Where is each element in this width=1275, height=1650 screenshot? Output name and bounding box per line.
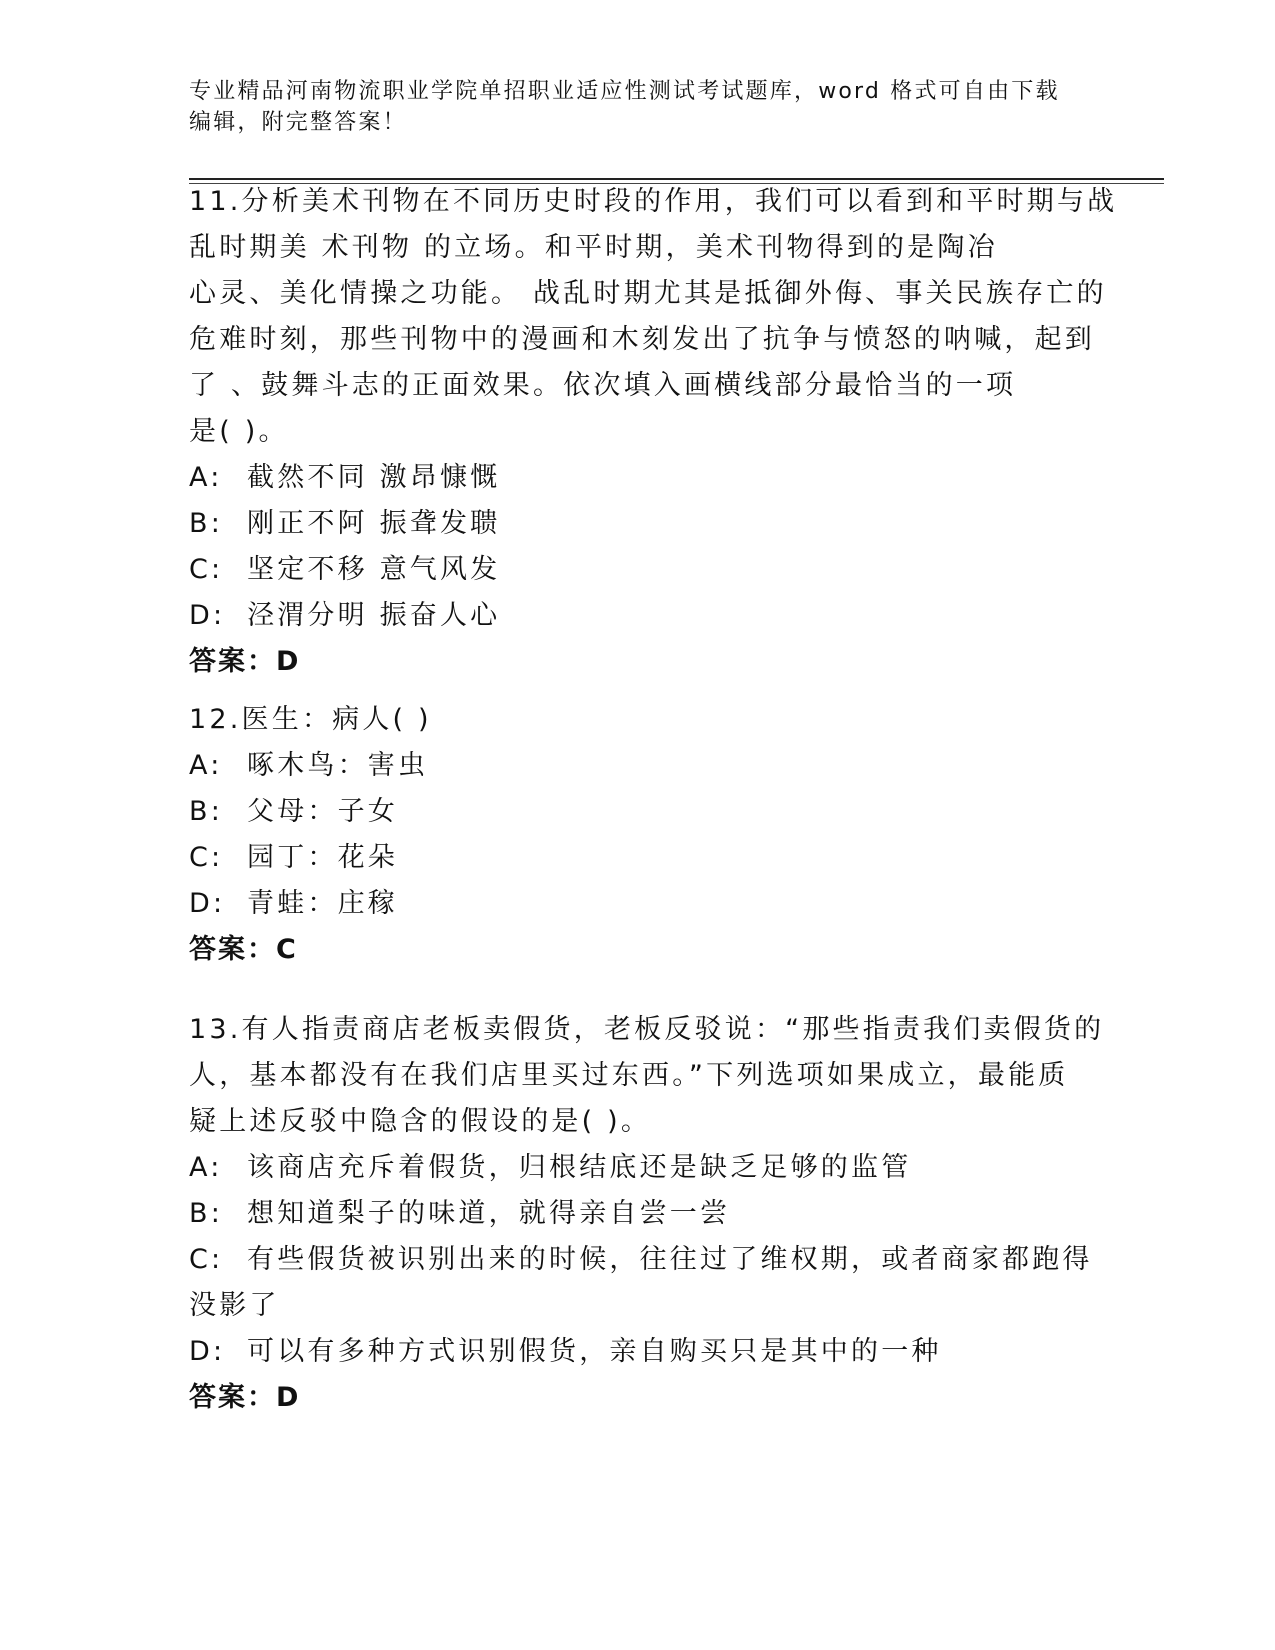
option-text: 父母：子女: [247, 796, 398, 827]
question-stem-line: 了 、鼓舞斗志的正面效果。依次填入画横线部分最恰当的一项: [189, 370, 1017, 401]
option-letter: A:: [189, 750, 223, 781]
question-13: [189, 1007, 1105, 1421]
option-letter: B:: [189, 508, 224, 539]
question-stem-line: 13.有人指责商店老板卖假货，老板反驳说：“那些指责我们卖假货的: [189, 1014, 1105, 1045]
answer-label: 答案：: [189, 934, 276, 965]
answer-line: [189, 1375, 1089, 1421]
option-letter: A:: [189, 1152, 223, 1183]
option-letter: D:: [189, 888, 226, 919]
option-b: [189, 1191, 1089, 1237]
option-text: 想知道梨子的味道，就得亲自尝一尝: [247, 1198, 731, 1229]
option-c: [189, 547, 1089, 593]
option-letter: C:: [189, 554, 224, 585]
question-stem-line: 疑上述反驳中隐含的假设的是( )。: [189, 1106, 652, 1137]
question-stem-line: 危难时刻，那些刊物中的漫画和木刻发出了抗争与愤怒的呐喊，起到: [189, 324, 1095, 355]
question-stem-line: 乱时期美 术刊物 的立场。和平时期，美术刊物得到的是陶冶: [189, 232, 998, 263]
option-d: [189, 881, 1089, 927]
option-text: 坚定不移 意气风发: [247, 554, 501, 585]
option-c-continuation: 没影了: [189, 1290, 280, 1321]
option-text: 刚正不阿 振聋发聩: [247, 508, 501, 539]
answer-line: [189, 927, 1089, 973]
option-text: 可以有多种方式识别假货，亲自购买只是其中的一种: [247, 1336, 942, 1367]
option-text: 泾渭分明 振奋人心: [247, 600, 501, 631]
option-letter: C:: [189, 842, 224, 873]
question-stem-line: 人，基本都没有在我们店里买过东西。”下列选项如果成立，最能质: [189, 1060, 1069, 1091]
option-d: [189, 593, 1089, 639]
question-stem-line: 12.医生：病人( ): [189, 704, 432, 735]
option-b: [189, 789, 1089, 835]
option-a: [189, 743, 1089, 789]
option-d: [189, 1329, 1089, 1375]
option-letter: A:: [189, 462, 223, 493]
option-b: [189, 501, 1089, 547]
option-letter: C:: [189, 1244, 224, 1275]
question-11: [189, 179, 1118, 685]
answer-value: D: [276, 646, 300, 677]
page-header: [189, 76, 1089, 138]
option-text: 园丁：花朵: [247, 842, 398, 873]
answer-line: [189, 639, 1089, 685]
answer-value: D: [276, 1382, 300, 1413]
question-stem-line: 心灵、美化情操之功能。 战乱时期尤其是抵御外侮、事关民族存亡的: [189, 278, 1107, 309]
question-stem-line: 11.分析美术刊物在不同历史时段的作用，我们可以看到和平时期与战: [189, 186, 1118, 217]
question-12: [189, 697, 1089, 973]
option-letter: B:: [189, 1198, 224, 1229]
header-line-2: 编辑，附完整答案！: [189, 110, 407, 135]
answer-label: 答案：: [189, 646, 276, 677]
option-text: 该商店充斥着假货，归根结底还是缺乏足够的监管: [247, 1152, 912, 1183]
option-c: [189, 835, 1089, 881]
option-text: 有些假货被识别出来的时候，往往过了维权期，或者商家都跑得: [247, 1244, 1093, 1275]
option-letter: D:: [189, 1336, 226, 1367]
option-text: 青蛙：庄稼: [247, 888, 398, 919]
answer-label: 答案：: [189, 1382, 276, 1413]
option-text: 截然不同 激昂慷慨: [247, 462, 501, 493]
option-a: [189, 455, 1089, 501]
option-letter: B:: [189, 796, 224, 827]
option-c: [189, 1237, 1093, 1283]
header-line-1: 专业精品河南物流职业学院单招职业适应性测试考试题库，word 格式可自由下载: [189, 79, 1060, 104]
option-text: 啄木鸟：害虫: [247, 750, 429, 781]
option-a: [189, 1145, 1089, 1191]
answer-value: C: [276, 934, 297, 965]
option-letter: D:: [189, 600, 226, 631]
question-stem-line: 是( )。: [189, 416, 289, 447]
